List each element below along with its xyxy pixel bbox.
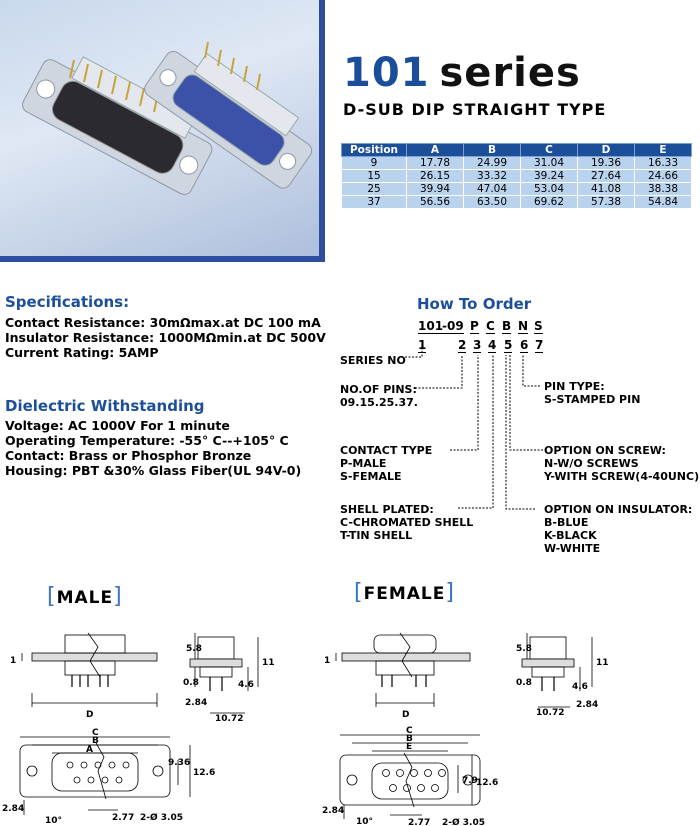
table-cell: 57.38 xyxy=(578,196,635,209)
dim-4-6: 4.6 xyxy=(238,680,254,690)
dielectric-list xyxy=(5,418,301,478)
col-c: C xyxy=(521,144,578,157)
dim-2-84b: 2.84 xyxy=(322,806,345,816)
product-photo xyxy=(0,0,325,262)
code-part: -09 xyxy=(442,319,464,333)
col-d: D xyxy=(578,144,635,157)
spec-line: Current Rating: 5AMP xyxy=(5,345,159,360)
bracket-close: ] xyxy=(445,580,455,605)
product-subtitle: D-SUB DIP STRAIGHT TYPE xyxy=(343,100,607,119)
screw-value: N-W/O SCREWS xyxy=(544,457,639,470)
table-cell: 31.04 xyxy=(521,157,578,170)
position-number: 5 xyxy=(504,338,513,352)
code-part: 101 xyxy=(418,319,444,333)
pins-block xyxy=(340,383,418,409)
screw-value: Y-WITH SCREW(4-40UNC) xyxy=(544,470,700,483)
table-cell: 9 xyxy=(342,157,407,170)
pins-values: 09.15.25.37. xyxy=(340,396,418,409)
dielectric-heading: Dielectric Withstanding xyxy=(5,397,205,415)
series-number: 101 xyxy=(343,50,430,96)
female-title-text: FEMALE xyxy=(363,584,446,604)
how-to-order-heading: How To Order xyxy=(417,295,532,313)
dim-d: D xyxy=(86,710,94,720)
dim-2-84: 2.84 xyxy=(576,700,599,710)
specifications-heading: Specifications: xyxy=(5,293,130,311)
table-cell: 38.38 xyxy=(635,183,692,196)
table-cell: 39.24 xyxy=(521,170,578,183)
spec-line: Contact Resistance: 30mΩmax.at DC 100 mA xyxy=(5,315,321,330)
dim-2-84: 2.84 xyxy=(185,698,208,708)
dim-hole: 2-Ø 3.05 xyxy=(442,818,485,826)
dim-e: E xyxy=(406,742,413,752)
position-number: 2 xyxy=(458,338,467,352)
pins-label: NO.OF PINS: xyxy=(340,383,417,396)
code-part: C xyxy=(486,319,495,333)
contact-block xyxy=(340,444,432,483)
contact-label: CONTACT TYPE xyxy=(340,444,433,457)
dim-b: B xyxy=(92,736,99,746)
table-cell: 19.36 xyxy=(578,157,635,170)
table-cell: 47.04 xyxy=(464,183,521,196)
position-number: 4 xyxy=(488,338,497,352)
connector-photo-illustration xyxy=(0,0,320,256)
dim-9-36: 9.36 xyxy=(168,758,191,768)
pin-type-label: PIN TYPE: xyxy=(544,380,605,393)
code-part: N xyxy=(518,319,529,333)
table-cell: 37 xyxy=(342,196,407,209)
dim-11: 11 xyxy=(596,658,609,668)
table-cell: 25 xyxy=(342,183,407,196)
table-cell: 39.94 xyxy=(407,183,464,196)
bracket-close: ] xyxy=(113,584,123,609)
code-part: B xyxy=(502,319,512,333)
position-number: 1 xyxy=(418,338,427,352)
dim-2-77: 2.77 xyxy=(408,818,431,826)
dim-12-6: 12.6 xyxy=(476,778,499,788)
dim-hole: 2-Ø 3.05 xyxy=(140,813,183,823)
dielectric-line: Housing: PBT &30% Glass Fiber(UL 94V-0) xyxy=(5,463,302,478)
code-part: S xyxy=(534,319,543,333)
table-row xyxy=(342,183,692,196)
table-cell: 53.04 xyxy=(521,183,578,196)
shell-block xyxy=(340,503,473,542)
specifications-list xyxy=(5,315,326,360)
table-cell: 69.62 xyxy=(521,196,578,209)
dim-10-deg: 10° xyxy=(356,817,374,826)
dim-4-6: 4.6 xyxy=(572,682,588,692)
dielectric-line: Voltage: AC 1000V For 1 minute xyxy=(5,418,230,433)
male-title xyxy=(47,584,123,609)
male-technical-drawing xyxy=(0,615,330,826)
series-no-label: SERIES NO xyxy=(340,354,406,367)
order-leader-lines xyxy=(330,340,700,520)
bracket-open: [ xyxy=(354,580,364,605)
table-cell: 54.84 xyxy=(635,196,692,209)
table-cell: 63.50 xyxy=(464,196,521,209)
table-cell: 56.56 xyxy=(407,196,464,209)
contact-value: P-MALE xyxy=(340,457,387,470)
position-number: 7 xyxy=(535,338,544,352)
shell-value: C-CHROMATED SHELL xyxy=(340,516,474,529)
col-a: A xyxy=(407,144,464,157)
dim-5-8: 5.8 xyxy=(516,644,532,654)
bracket-open: [ xyxy=(47,584,57,609)
shell-value: T-TIN SHELL xyxy=(340,529,413,542)
series-word: series xyxy=(439,50,581,96)
spec-line: Insulator Resistance: 1000MΩmin.at DC 500V xyxy=(5,330,326,345)
dim-10-72: 10.72 xyxy=(215,714,244,724)
table-cell: 15 xyxy=(342,170,407,183)
position-number: 6 xyxy=(520,338,529,352)
table-cell: 41.08 xyxy=(578,183,635,196)
dim-d: D xyxy=(402,710,410,720)
dim-12-6: 12.6 xyxy=(193,768,216,778)
dim-1: 1 xyxy=(10,656,17,666)
pin-type-value: S-STAMPED PIN xyxy=(544,393,641,406)
col-position: Position xyxy=(342,144,407,157)
female-technical-drawing xyxy=(322,615,700,826)
shell-label: SHELL PLATED: xyxy=(340,503,434,516)
table-cell: 17.78 xyxy=(407,157,464,170)
dim-a: A xyxy=(86,745,93,755)
dim-0-8: 0.8 xyxy=(183,678,199,688)
col-b: B xyxy=(464,144,521,157)
dim-c: C xyxy=(406,726,413,736)
dim-c: C xyxy=(92,728,99,738)
dim-10-72: 10.72 xyxy=(536,708,565,718)
table-cell: 27.64 xyxy=(578,170,635,183)
table-row xyxy=(342,170,692,183)
table-header-row xyxy=(342,144,692,157)
dim-2-84b: 2.84 xyxy=(2,804,25,814)
insulator-value: W-WHITE xyxy=(544,542,601,555)
insulator-value: B-BLUE xyxy=(544,516,589,529)
table-cell: 24.66 xyxy=(635,170,692,183)
dim-2-77: 2.77 xyxy=(112,813,135,823)
col-e: E xyxy=(635,144,692,157)
female-title xyxy=(354,580,455,605)
dimensions-table xyxy=(341,143,692,209)
table-row xyxy=(342,196,692,209)
position-number: 3 xyxy=(473,338,482,352)
table-cell: 26.15 xyxy=(407,170,464,183)
dim-5-8: 5.8 xyxy=(186,644,202,654)
dim-10-deg: 10° xyxy=(45,816,63,826)
dim-7-9: 7.9 xyxy=(462,776,478,786)
table-cell: 24.99 xyxy=(464,157,521,170)
dielectric-line: Contact: Brass or Phosphor Bronze xyxy=(5,448,252,463)
screw-block xyxy=(544,444,699,483)
contact-value: S-FEMALE xyxy=(340,470,402,483)
dielectric-line: Operating Temperature: -55° C--+105° C xyxy=(5,433,289,448)
insulator-block xyxy=(544,503,692,555)
dim-1: 1 xyxy=(324,656,331,666)
dim-11: 11 xyxy=(262,658,275,668)
table-row xyxy=(342,157,692,170)
series-title xyxy=(343,50,581,96)
insulator-value: K-BLACK xyxy=(544,529,597,542)
male-title-text: MALE xyxy=(56,588,114,608)
dim-b: B xyxy=(406,734,413,744)
pin-type-block xyxy=(544,380,640,406)
dim-0-8: 0.8 xyxy=(516,678,532,688)
insulator-label: OPTION ON INSULATOR: xyxy=(544,503,693,516)
table-cell: 16.33 xyxy=(635,157,692,170)
code-part: P xyxy=(470,319,479,333)
screw-label: OPTION ON SCREW: xyxy=(544,444,666,457)
table-cell: 33.32 xyxy=(464,170,521,183)
